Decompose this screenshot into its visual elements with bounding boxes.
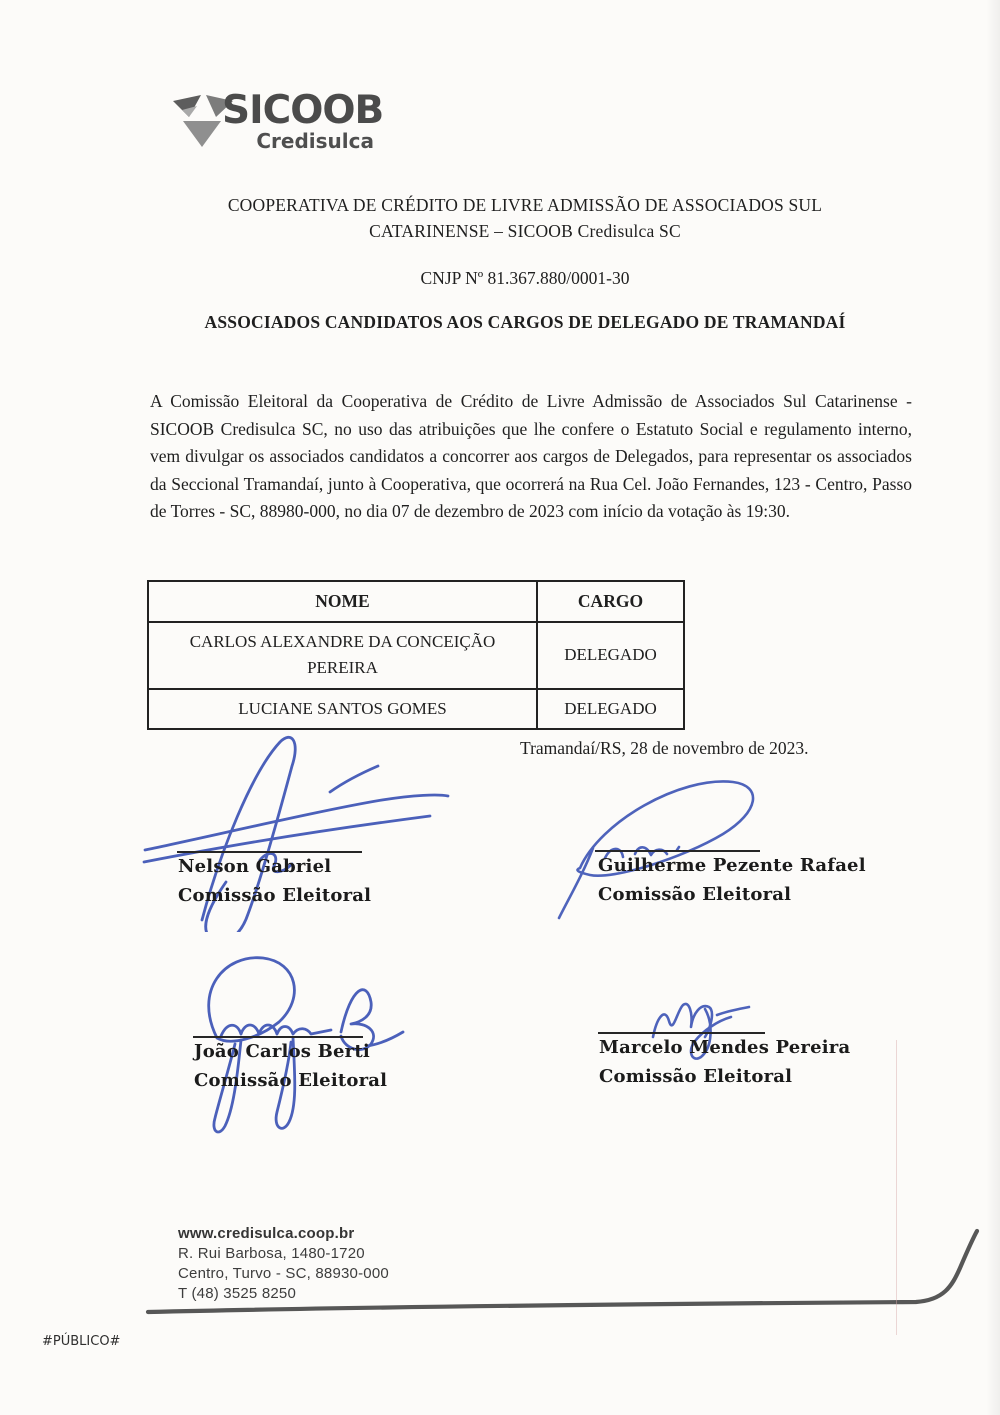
signatory-name: João Carlos Berti [194, 1041, 370, 1062]
announcement-paragraph: A Comissão Eleitoral da Cooperativa de Crédito de Livre Admissão de Associados Sul Catarinense - SICOOB Credisulca SC, no uso das atribuições que lhe confere o Estatuto Social e regulamento interno, vem divulgar os associados candidatos a concorrer aos cargos de Delegados, para representar os associados da Seccional Tramandaí, junto à Cooperativa, que ocorrerá na Rua Cel. João Fernandes, 123 - Centro, Passo de Torres - SC, 88980-000, no dia 07 de dezembro de 2023 com início da votação às 19:30. [150, 391, 912, 521]
signature-scribble-marcelo [645, 995, 769, 1075]
signatory-role: Comissão Eleitoral [598, 884, 792, 905]
sicoob-logo [170, 88, 390, 168]
candidates-table [147, 580, 685, 730]
subject-heading: ASSOCIADOS CANDIDATOS AOS CARGOS DE DELEGADO DE TRAMANDAÍ [204, 312, 846, 332]
cnpj-line: CNJP Nº 81.367.880/0001-30 [420, 268, 630, 288]
signatory-role: Comissão Eleitoral [178, 885, 372, 906]
signature-line [595, 850, 760, 852]
footer-phone: T (48) 3525 8250 [178, 1285, 297, 1302]
column-header-cargo: CARGO [537, 581, 684, 622]
page-edge-shade [986, 0, 1000, 1415]
signatory-name: Marcelo Mendes Pereira [599, 1037, 851, 1058]
signature-line [598, 1032, 765, 1034]
footer-address-line1: R. Rui Barbosa, 1480-1720 [178, 1245, 365, 1262]
footer-address-line2: Centro, Turvo - SC, 88930-000 [178, 1265, 389, 1282]
scan-artifact-line [896, 1040, 897, 1335]
title-line-1: COOPERATIVA DE CRÉDITO DE LIVRE ADMISSÃO DE ASSOCIADOS SUL [227, 195, 823, 215]
title-line-2: CATARINENSE – SICOOB Credisulca SC [369, 221, 681, 241]
candidate-role-cell: DELEGADO [537, 622, 684, 689]
dateline: Tramandaí/RS, 28 de novembro de 2023. [520, 738, 809, 758]
table-header-row [148, 581, 684, 622]
letterhead-footer [178, 1224, 498, 1304]
footer-website: www.credisulca.coop.br [178, 1225, 355, 1242]
signatory-role: Comissão Eleitoral [599, 1066, 793, 1087]
table-row [148, 689, 684, 729]
signatory-name: Guilherme Pezente Rafael [598, 855, 866, 876]
candidate-name-cell: LUCIANE SANTOS GOMES [148, 689, 537, 729]
column-header-nome: NOME [148, 581, 537, 622]
footer-swoosh-line [0, 1220, 1000, 1340]
signature-line [177, 851, 362, 853]
candidate-name-cell: CARLOS ALEXANDRE DA CONCEIÇÃO PEREIRA [148, 622, 537, 689]
subbrand-text: Credisulca [256, 129, 374, 153]
signatory-role: Comissão Eleitoral [194, 1070, 388, 1091]
table-row [148, 622, 684, 689]
candidate-role-cell: DELEGADO [537, 689, 684, 729]
signatory-name: Nelson Gabriel [178, 856, 332, 877]
document-title [150, 192, 900, 244]
signature-line [193, 1036, 363, 1038]
brand-text: SICOOB [222, 88, 384, 133]
classification-tag: #PÚBLICO# [42, 1334, 121, 1349]
